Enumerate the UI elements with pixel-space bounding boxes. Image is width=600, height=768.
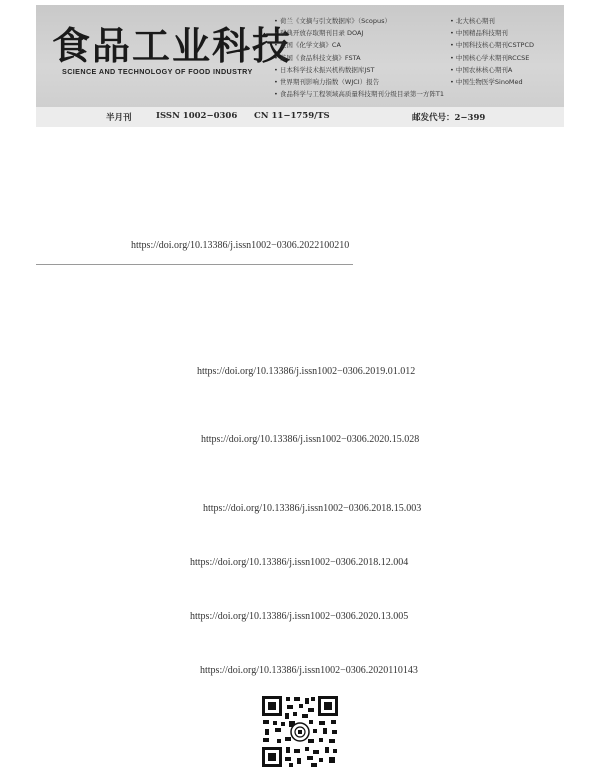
postal-code: 邮发代号：2−399 [412,113,486,123]
publication-frequency: 半月刊 [106,113,132,123]
indexing-item: • 中国生物医学SinoMed [450,76,534,88]
journal-title-cn: 食品工业科技 [52,23,293,68]
indexing-item: • 瑞典开放存取期刊目录 DOAJ [274,27,444,39]
indexing-list-left [274,15,444,100]
doi-link-reference[interactable]: https://doi.org/10.13386/j.issn1002−0306.2018.15.003 [203,503,422,514]
journal-title-en: SCIENCE AND TECHNOLOGY OF FOOD INDUSTRY [62,67,253,76]
doi-link-article[interactable]: https://doi.org/10.13386/j.issn1002−0306.2022100210 [131,240,350,251]
indexing-item: • 中国农林核心期刊A [450,64,534,76]
doi-link-reference[interactable]: https://doi.org/10.13386/j.issn1002−0306.2019.01.012 [197,366,416,377]
indexing-item: • 荷兰《文摘与引文数据库》（Scopus） [274,15,444,27]
indexing-item: • 英国《食品科技文摘》FSTA [274,52,444,64]
divider-line [36,264,353,265]
qr-code [261,695,339,768]
indexing-item: • 美国《化学文摘》CA [274,39,444,51]
indexing-item: • 食品科学与工程领域高质量科技期刊分级目录第一方阵T1 [274,88,444,100]
indexing-item: • 中国核心学术期刊RCCSE [450,52,534,64]
doi-link-reference[interactable]: https://doi.org/10.13386/j.issn1002−0306.2018.12.004 [190,557,409,568]
doi-link-reference[interactable]: https://doi.org/10.13386/j.issn1002−0306.2020110143 [200,665,418,676]
indexing-item: • 中国科技核心期刊CSTPCD [450,39,534,51]
indexing-list-right [450,15,534,88]
doi-link-reference[interactable]: https://doi.org/10.13386/j.issn1002−0306.2020.15.028 [201,434,420,445]
indexing-item: • 世界期刊影响力指数（WJCI）报告 [274,76,444,88]
cn-number: CN 11−1759/TS [254,111,330,121]
issn: ISSN 1002−0306 [156,111,238,121]
indexing-item: • 北大核心期刊 [450,15,534,27]
indexing-item: • 日本科学技术振兴机构数据库JST [274,64,444,76]
indexing-item: • 中国精品科技期刊 [450,27,534,39]
doi-link-reference[interactable]: https://doi.org/10.13386/j.issn1002−0306.2020.13.005 [190,611,409,622]
issue-info-bar [36,107,564,127]
journal-header [36,5,564,107]
